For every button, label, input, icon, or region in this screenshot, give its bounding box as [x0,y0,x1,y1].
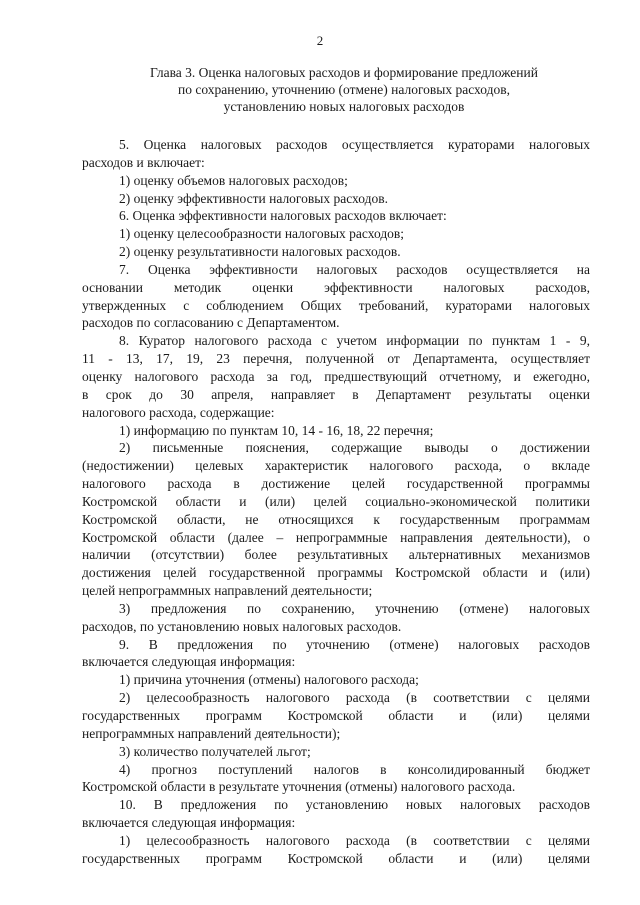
text-line: 6. Оценка эффективности налоговых расходов включает: [119,208,447,224]
text-line: непрограммных направлений деятельности); [82,725,341,741]
text-line: 3) предложения по сохранению, уточнению (отмене) налоговых [119,600,590,616]
text-line: 5. Оценка налоговых расходов осуществляется кураторами налоговых [119,137,590,152]
text-line: 4) прогноз поступлений налогов в консолидированный бюджет [119,761,590,777]
text-line: 1) причина уточнения (отмены) налогового расхода; [119,672,419,688]
text-line: 2) целесообразность налогового расхода (в соответствии с целями [119,690,590,706]
text-line: Костромской области в результате уточнения (отмены) налогового расхода. [82,779,516,795]
text-line: утвержденных с соблюдением Общих требований, кураторами налоговых [82,297,590,313]
text-line: налогового расхода в достижение целей государственной программы [82,476,590,492]
chapter-title [60,64,628,115]
text-line: 7. Оценка эффективности налоговых расходов осуществляется на [119,261,590,277]
text-line: достижения целей государственной программы Костромской области и (или) [82,565,590,581]
text-line: наличии (отсутствии) более результативных альтернативных механизмов [82,547,590,563]
text-line: оценку налогового расхода за год, предшествующий отчетному, и ежегодно, [82,368,590,384]
chapter-title-line: Глава 3. Оценка налоговых расходов и формирование предложений [150,65,538,80]
text-line: включается следующая информация: [82,815,296,831]
text-line: 2) оценку результативности налоговых расходов. [119,244,401,260]
text-line: 3) количество получателей льгот; [119,743,311,759]
text-line: 1) информацию по пунктам 10, 14 - 16, 18, 22 перечня; [119,422,434,438]
page-number: 2 [316,33,324,48]
text-line: Костромской области и (или) целей социально-экономической политики [82,493,590,509]
text-line: целей непрограммных направлений деятельности; [82,583,373,599]
text-line: налогового расхода, содержащие: [82,404,275,420]
text-line: расходов и включает: [82,154,205,170]
text-line: 1) целесообразность налогового расхода (в соответствии с целями [119,832,590,848]
text-line: 10. В предложения по установлению новых налоговых расходов [119,797,590,813]
text-line: государственных программ Костромской области и (или) целями [82,708,590,723]
chapter-title-line: установлению новых налоговых расходов [223,99,465,114]
text-line: расходов, по установлению новых налоговых расходов. [82,618,402,634]
text-line: 8. Куратор налогового расхода с учетом информации по пунктам 1 - 9, [119,333,590,349]
text-line: 2) оценку эффективности налоговых расходов. [119,190,388,206]
text-line: в срок до 30 апреля, направляет в Департамент результаты оценки [82,386,590,402]
text-line: 2) письменные пояснения, содержащие выводы о достижении [119,440,590,456]
text-line: 1) оценку объемов налоговых расходов; [119,172,348,188]
text-line: Костромской области (далее – непрограммные направления деятельности), о [82,529,590,545]
text-line: (недостижении) целевых характеристик налогового расхода, о вкладе [82,458,590,474]
text-line: 11 - 13, 17, 19, 23 перечня, полученной от Департамента, осуществляет [82,351,590,367]
text-line: Костромской области, не относящихся к государственным программам [82,511,590,527]
text-line: расходов по согласованию с Департаментом. [82,315,340,331]
text-line: основании методик оценки эффективности налоговых расходов, [82,279,590,295]
document-body [82,136,590,868]
text-line: 1) оценку целесообразности налоговых расходов; [119,226,405,242]
text-line: включается следующая информация: [82,654,296,670]
chapter-title-line: по сохранению, уточнению (отмене) налоговых расходов, [178,82,510,97]
text-line: 9. В предложения по уточнению (отмене) налоговых расходов [119,636,590,652]
text-line: государственных программ Костромской области и (или) целями [82,850,590,866]
